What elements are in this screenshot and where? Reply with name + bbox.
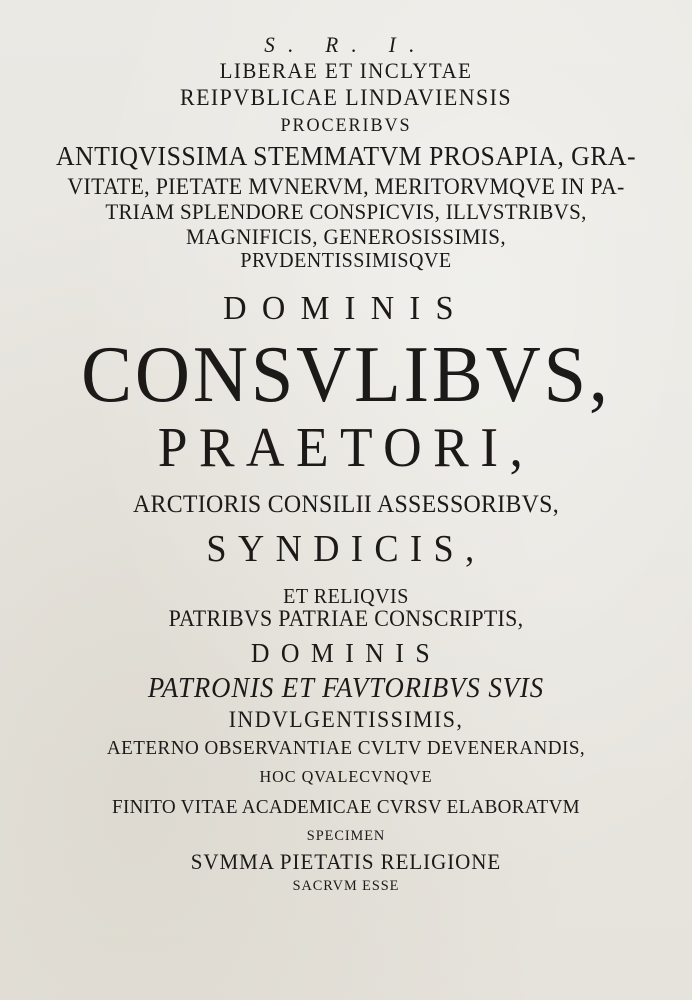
heading-consulibus: CONSVLIBVS,	[81, 331, 611, 419]
dedication-line-arctioris: ARCTIORIS CONSILII ASSESSORIBVS,	[133, 491, 559, 518]
dedication-line-et-reliquis: ET RELIQVIS	[283, 584, 409, 608]
dedication-line-gravitate: VITATE, PIETATE MVNERVM, MERITORVMQVE IN PA-	[67, 174, 625, 199]
heading-praetori: PRAETORI,	[157, 417, 535, 479]
heading-reipublicae: REIPVBLICAE LINDAVIENSIS	[180, 85, 512, 110]
dedication-line-indulgentissimis: INDVLGENTISSIMIS,	[228, 707, 464, 732]
dedication-line-specimen: SPECIMEN	[306, 828, 386, 844]
dedication-line-sacrum: SACRVM ESSE	[292, 878, 400, 894]
dedication-line-antiquissima: ANTIQVISSIMA STEMMATVM PROSAPIA, GRA-	[55, 141, 637, 171]
dedication-line-hoc: HOC QVALECVNQVE	[259, 767, 433, 786]
heading-patronis: PATRONIS ET FAVTORIBVS SVIS	[147, 673, 545, 704]
dedication-line-patribus: PATRIBVS PATRIAE CONSCRIPTIS,	[168, 606, 524, 631]
heading-dominis-2: DOMINIS	[250, 638, 442, 668]
dedication-line-finito: FINITO VITAE ACADEMICAE CVRSV ELABORATVM	[112, 796, 580, 818]
dedication-line-prudentissimis: PRVDENTISSIMISQVE	[240, 248, 452, 272]
dedication-line-aeterno: AETERNO OBSERVANTIAE CVLTV DEVENERANDIS,	[106, 737, 586, 759]
dedication-line-summa: SVMMA PIETATIS RELIGIONE	[190, 849, 502, 874]
heading-proceribus: PROCERIBVS	[280, 115, 412, 136]
dedication-line-triam: TRIAM SPLENDORE CONSPICVIS, ILLVSTRIBVS,	[105, 199, 587, 224]
heading-sri: S. R. I.	[264, 32, 428, 57]
heading-syndicis: SYNDICIS,	[206, 528, 486, 570]
heading-dominis-1: DOMINIS	[223, 290, 469, 327]
heading-liberae: LIBERAE ET INCLYTAE	[219, 58, 473, 83]
dedication-line-magnificis: MAGNIFICIS, GENEROSISSIMIS,	[186, 224, 506, 249]
